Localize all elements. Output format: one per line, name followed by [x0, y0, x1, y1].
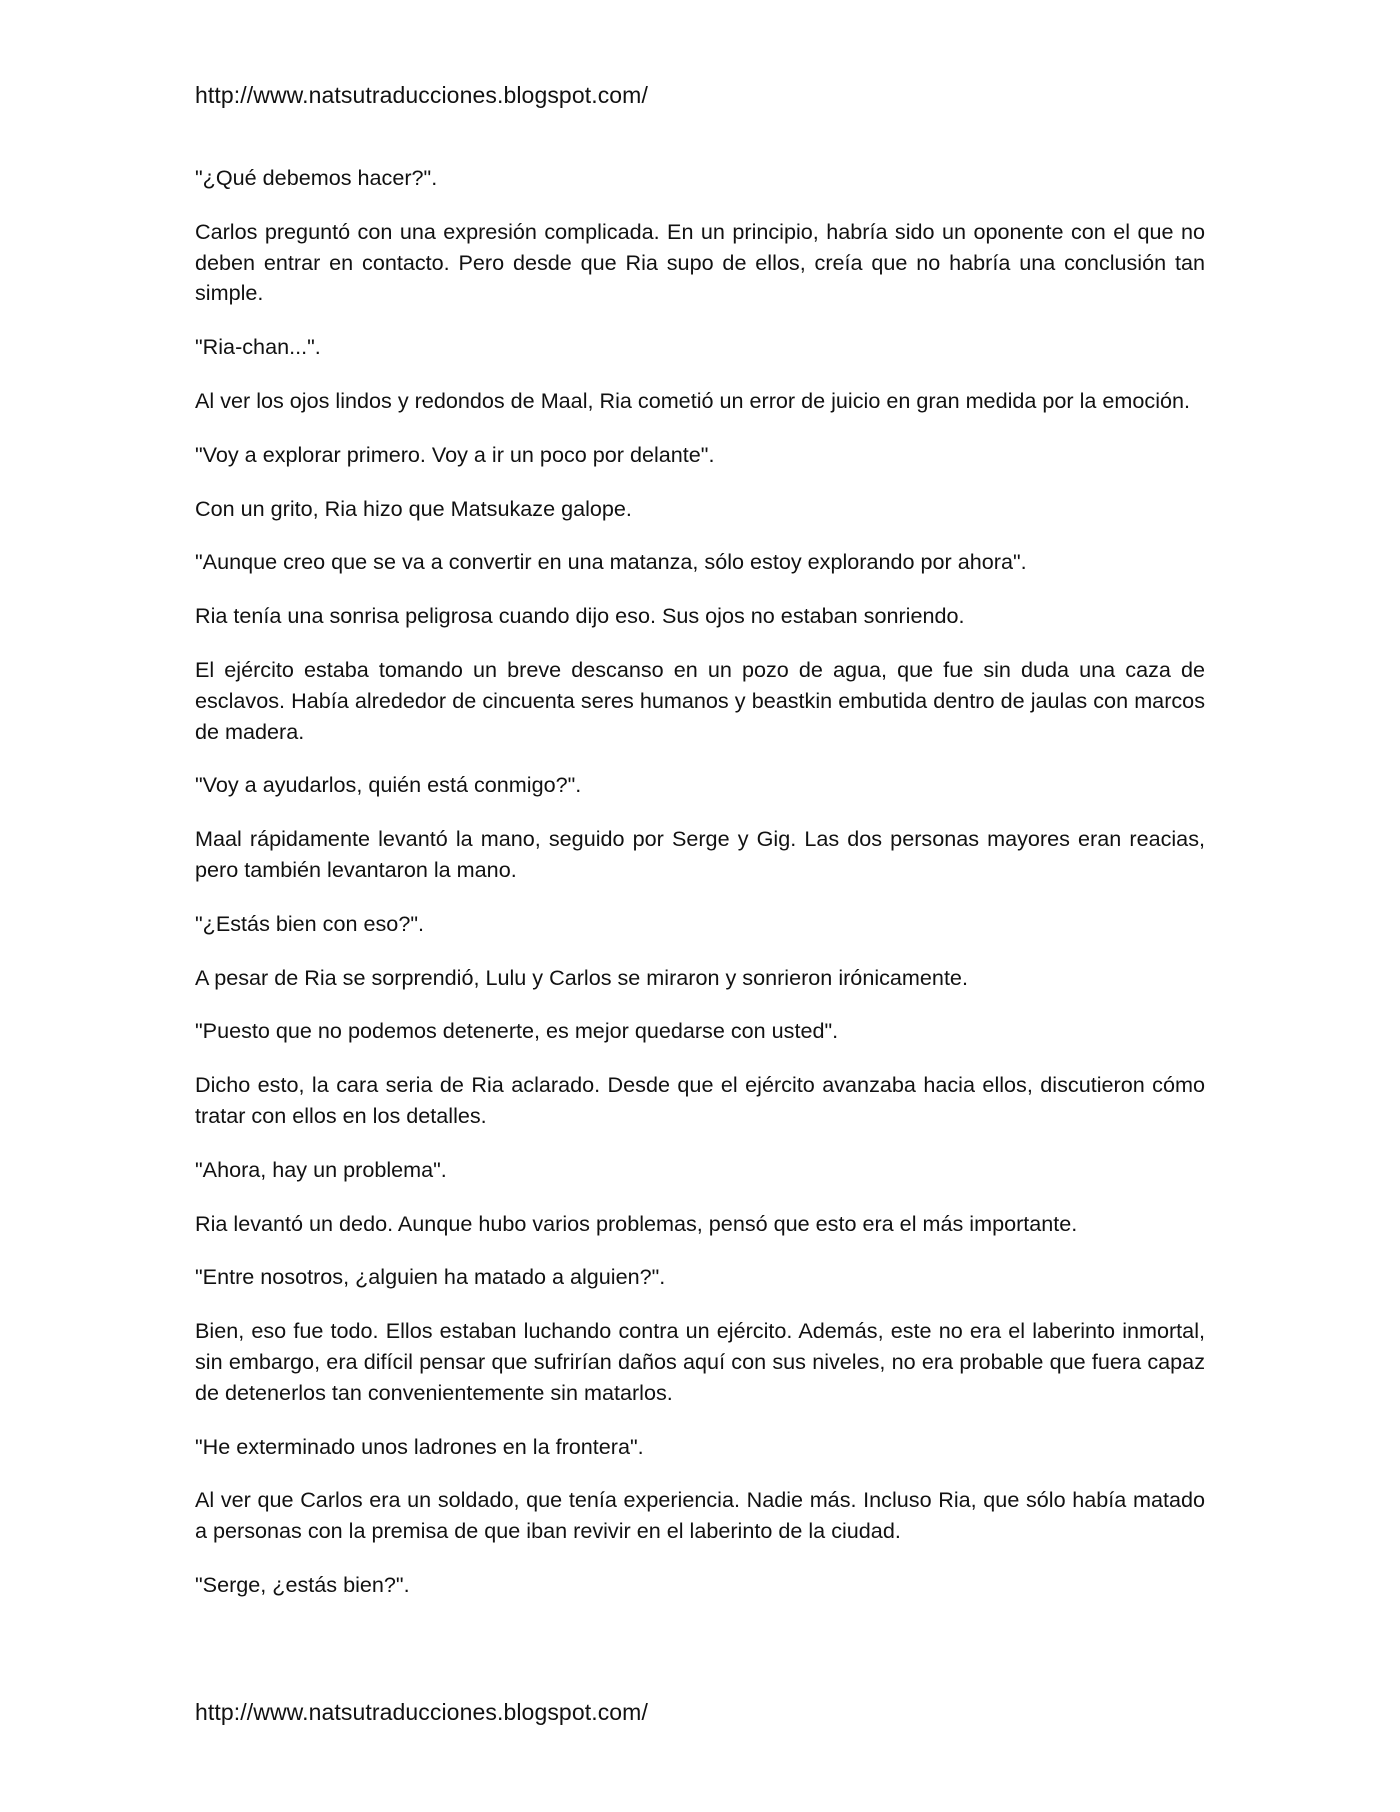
paragraph: Carlos preguntó con una expresión complicada. En un principio, habría sido un oponente con el que no deben entrar en contacto. Pero desde que Ria supo de ellos, creía que no habría una conclusión tan simple.	[195, 218, 1205, 306]
paragraph: Dicho esto, la cara seria de Ria aclarado. Desde que el ejército avanzaba hacia ellos, discutieron cómo tratar con ellos en los detalles.	[195, 1072, 1205, 1128]
paragraph: "Entre nosotros, ¿alguien ha matado a alguien?".	[195, 1264, 666, 1290]
paragraph: El ejército estaba tomando un breve descanso en un pozo de agua, que fue sin duda una caza de esclavos. Había alrededor de cincuenta seres humanos y beastkin embutida dentro de jaulas con marcos de madera.	[195, 656, 1205, 744]
paragraph: "Serge, ¿estás bien?".	[195, 1571, 410, 1597]
paragraph: "Aunque creo que se va a convertir en una matanza, sólo estoy explorando por ahora".	[195, 549, 1027, 575]
paragraph: "He exterminado unos ladrones en la frontera".	[195, 1433, 644, 1459]
paragraph: Bien, eso fue todo. Ellos estaban luchando contra un ejército. Además, este no era el laberinto inmortal, sin embargo, era difícil pensar que sufrirían daños aquí con sus niveles, no era probable que fuera capaz de detenerlos tan convenientemente sin matarlos.	[195, 1318, 1205, 1405]
paragraph: "Ahora, hay un problema".	[195, 1156, 447, 1182]
footer-url: http://www.natsutraducciones.blogspot.com/	[195, 1699, 648, 1725]
paragraph: Con un grito, Ria hizo que Matsukaze galope.	[195, 495, 632, 521]
paragraph: "Voy a explorar primero. Voy a ir un poco por delante".	[195, 441, 715, 467]
paragraph: A pesar de Ria se sorprendió, Lulu y Carlos se miraron y sonrieron irónicamente.	[195, 964, 968, 990]
paragraph: Al ver los ojos lindos y redondos de Maal, Ria cometió un error de juicio en gran medida por la emoción.	[195, 387, 1191, 413]
paragraph: "¿Estás bien con eso?".	[195, 910, 424, 936]
paragraph: Maal rápidamente levantó la mano, seguido por Serge y Gig. Las dos personas mayores eran reacias, pero también levantaron la mano.	[195, 826, 1205, 882]
paragraph: Al ver que Carlos era un soldado, que tenía experiencia. Nadie más. Incluso Ria, que sólo había matado a personas con la premisa de que iban revivir en el laberinto de la ciudad.	[195, 1487, 1205, 1544]
paragraph: Ria levantó un dedo. Aunque hubo varios problemas, pensó que esto era el más importante.	[195, 1210, 1078, 1236]
paragraph: "Puesto que no podemos detenerte, es mejor quedarse con usted".	[195, 1018, 839, 1044]
paragraph: "Voy a ayudarlos, quién está conmigo?".	[195, 772, 582, 798]
paragraph: Ria tenía una sonrisa peligrosa cuando dijo eso. Sus ojos no estaban sonriendo.	[195, 603, 965, 629]
document-body	[195, 163, 1205, 1624]
header-url: http://www.natsutraducciones.blogspot.com/	[195, 82, 648, 108]
paragraph: "¿Qué debemos hacer?".	[195, 165, 438, 190]
paragraph: "Ria-chan...".	[195, 334, 321, 360]
